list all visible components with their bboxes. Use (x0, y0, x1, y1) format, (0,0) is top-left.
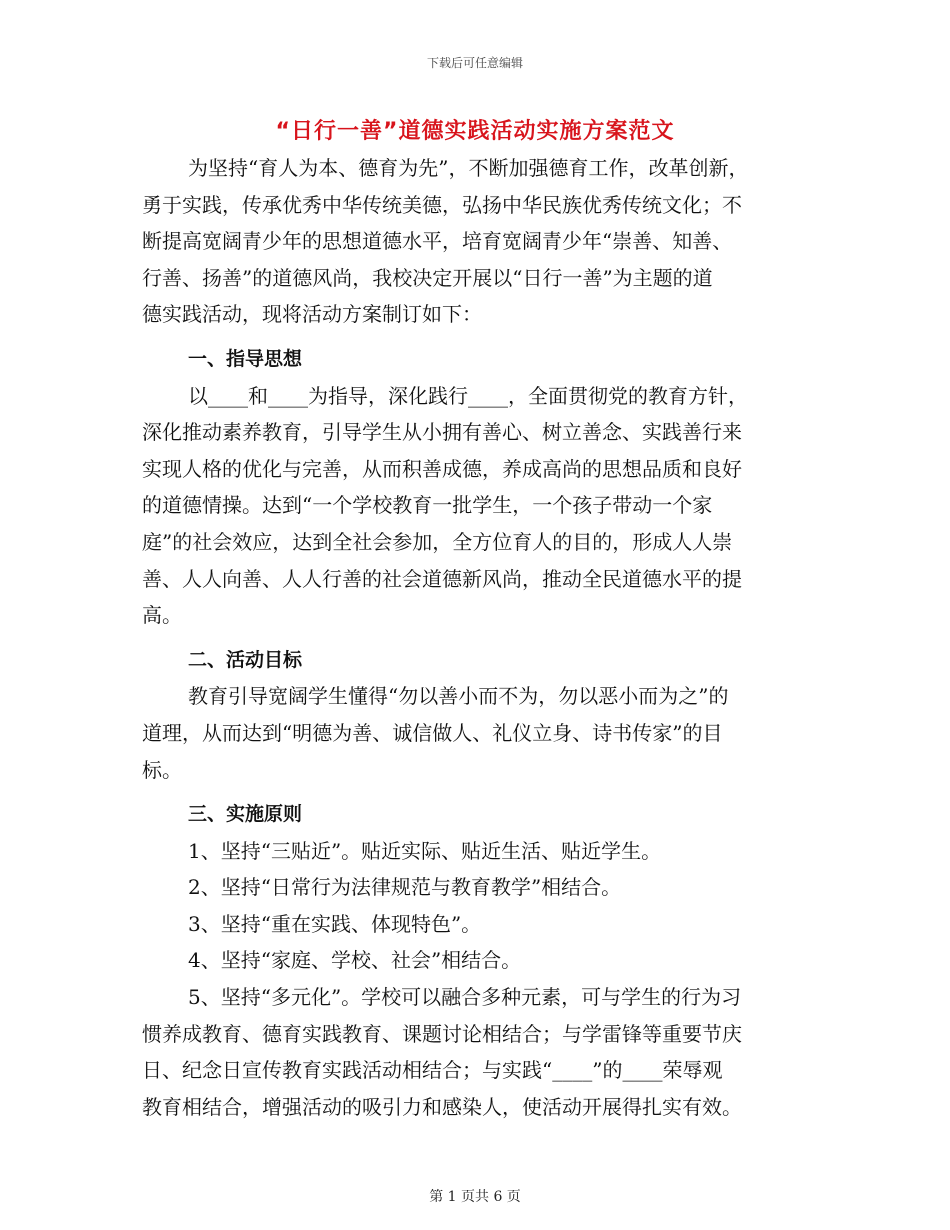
list-item: 4、坚持“家庭、学校、社会”相结合。 (188, 948, 522, 973)
list-item: 2、坚持“日常行为法律规范与教育教学”相结合。 (188, 875, 622, 900)
text-line: 教育引导宽阔学生懂得“勿以善小而不为，勿以恶小而为之”的 (188, 684, 729, 709)
text-line: 实现人格的优化与完善，从而积善成德，养成高尚的思想品质和良好 (142, 456, 742, 481)
text-line: 庭”的社会效应，达到全社会参加，全方位育人的目的，形成人人崇 (142, 529, 733, 554)
text-line: 行善、扬善”的道德风尚，我校决定开展以“日行一善”为主题的道 (142, 265, 713, 290)
intro-paragraph (142, 150, 812, 333)
text-line: 日、纪念日宣传教育实践活动相结合；与实践“____”的____荣辱观 (142, 1058, 723, 1083)
page-header: 下载后可任意编辑 (426, 56, 523, 70)
text-line: 道理，从而达到“明德为善、诚信做人、礼仪立身、诗书传家”的目 (142, 720, 723, 745)
section-heading-guiding-thought: 一、指导思想 (188, 347, 303, 370)
guiding-thought-paragraph (142, 378, 812, 634)
text-line: 的道德情操。达到“一个学校教育一批学生，一个孩子带动一个家 (142, 493, 713, 518)
text-line: 惯养成教育、德育实践教育、课题讨论相结合；与学雷锋等重要节庆 (142, 1021, 742, 1046)
text-line: 善、人人向善、人人行善的社会道德新风尚，推动全民道德水平的提 (142, 566, 742, 591)
document-title: “日行一善”道德实践活动实施方案范文 (275, 119, 675, 144)
text-line: 深化推动素养教育，引导学生从小拥有善心、树立善念、实践善行来 (142, 420, 742, 445)
list-item: 5、坚持“多元化”。学校可以融合多种元素，可与学生的行为习 (188, 985, 742, 1010)
activity-goals-paragraph (142, 678, 812, 788)
page-footer: 第 1 页共 6 页 (429, 1189, 521, 1205)
text-line: 德实践活动，现将活动方案制订如下： (142, 302, 482, 327)
text-line: 标。 (142, 757, 182, 782)
list-item: 1、坚持“三贴近”。贴近实际、贴近生活、贴近学生。 (188, 838, 662, 863)
text-line: 教育相结合，增强活动的吸引力和感染人，使活动开展得扎实有效。 (142, 1094, 742, 1119)
text-line: 勇于实践，传承优秀中华传统美德，弘扬中华民族优秀传统文化；不 (142, 192, 742, 217)
section-heading-principles: 三、实施原则 (188, 803, 303, 826)
text-line: 高。 (142, 603, 182, 628)
text-line: 以____和____为指导，深化践行____，全面贯彻党的教育方针， (188, 383, 748, 408)
text-line: 为坚持“育人为本、德育为先”，不断加强德育工作，改革创新， (188, 156, 749, 180)
text-line: 断提高宽阔青少年的思想道德水平，培育宽阔青少年“崇善、知善、 (142, 229, 733, 254)
section-heading-activity-goals: 二、活动目标 (188, 648, 303, 671)
document-body (142, 150, 812, 1125)
principles-list (142, 833, 812, 1126)
list-item: 3、坚持“重在实践、体现特色”。 (188, 911, 482, 936)
